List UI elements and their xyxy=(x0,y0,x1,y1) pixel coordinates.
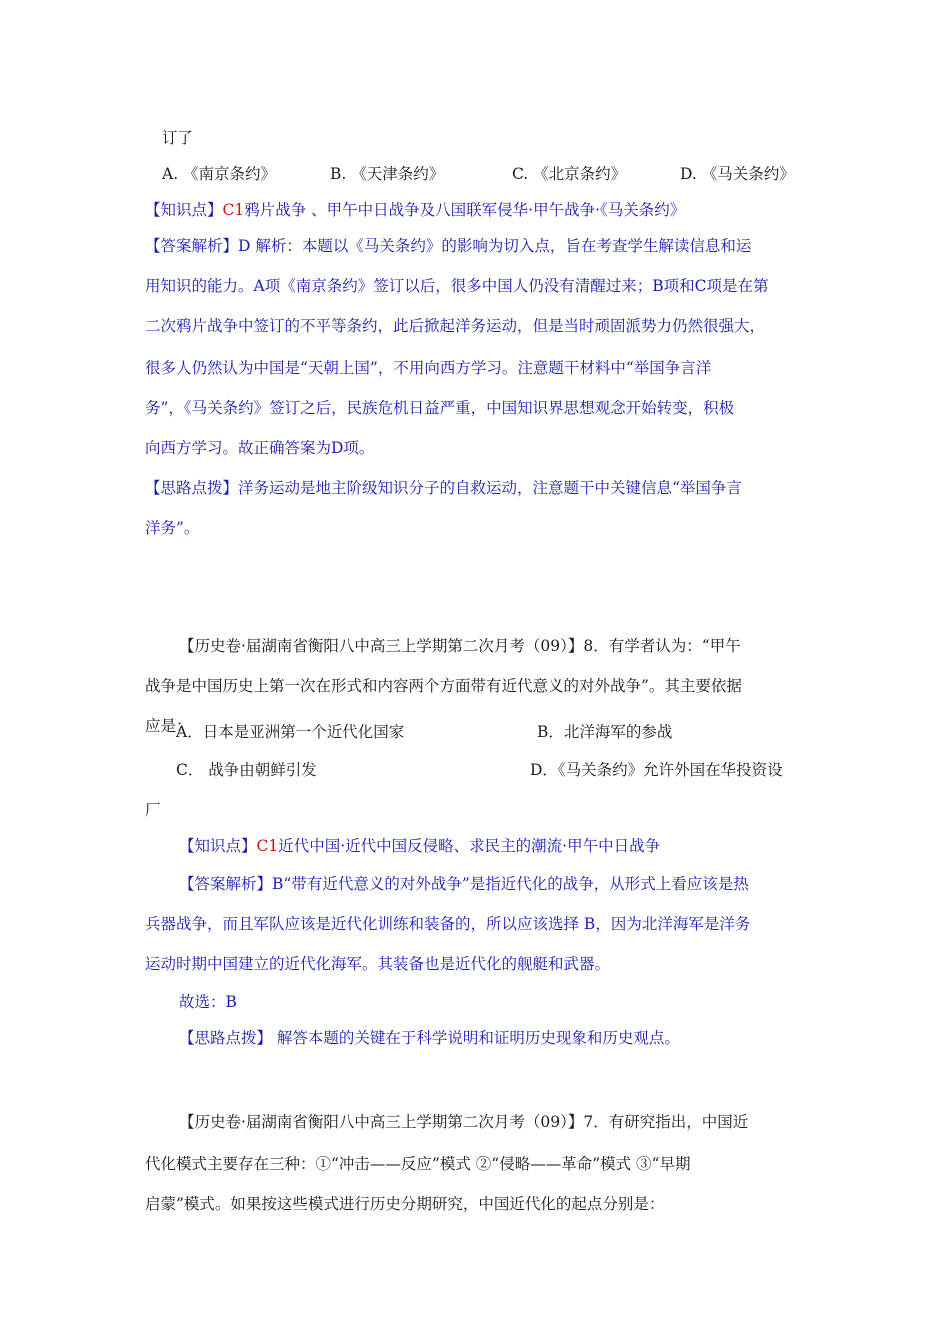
q1-answer-line: 务”，《马关条约》签订之后，民族危机日益严重，中国知识界思想观念开始转变，积极 xyxy=(145,399,735,417)
q2-option-b: B．北洋海军的参战 xyxy=(537,723,673,741)
q2-answer-line: 【答案解析】B“带有近代意义的对外战争”是指近代化的战争，从形式上看应该是热 xyxy=(179,875,749,893)
q2-question-line: 战争是中国历史上第一次在形式和内容两个方面带有近代意义的对外战争”。其主要依据 xyxy=(145,677,742,695)
q2-option-c: C． 战争由朝鲜引发 xyxy=(176,761,317,779)
q3-question-line: 启蒙”模式。如果按这些模式进行历史分期研究，中国近代化的起点分别是： xyxy=(145,1195,665,1213)
q1-answer-line: 二次鸦片战争中签订的不平等条约，此后掀起洋务运动，但是当时顽固派势力仍然很强大， xyxy=(145,317,766,335)
q2-answer-line: 运动时期中国建立的近代化海军。其装备也是近代化的舰艇和武器。 xyxy=(145,955,611,973)
q1-answer-line: 很多人仍然认为中国是“天朝上国”，不用向西方学习。注意题干材料中“举国争言洋 xyxy=(145,359,712,377)
q1-option-b: B. 《天津条约》 xyxy=(330,165,445,183)
q2-question-line: 【历史卷·届湖南省衡阳八中高三上学期第二次月考（09）】8．有学者认为：“甲午 xyxy=(179,637,741,655)
q1-answer-line: 用知识的能力。A项《南京条约》签订以后，很多中国人仍没有清醒过来；B项和C项是在第 xyxy=(145,277,769,295)
q3-question-line: 代化模式主要存在三种：①“冲击——反应”模式 ②“侵略——革命”模式 ③“早期 xyxy=(145,1155,691,1173)
q1-option-a: A. 《南京条约》 xyxy=(162,165,277,183)
q2-option-a: A．日本是亚洲第一个近代化国家 xyxy=(176,723,405,741)
q2-knowledge-point xyxy=(179,836,660,856)
q3-question-line: 【历史卷·届湖南省衡阳八中高三上学期第二次月考（09）】7．有研究指出，中国近 xyxy=(179,1113,749,1131)
q1-tips-line: 【思路点拨】洋务运动是地主阶级知识分子的自救运动，注意题干中关键信息“举国争言 xyxy=(145,479,742,497)
q1-option-d: D. 《马关条约》 xyxy=(680,165,795,183)
q2-option-wrap: 厂 xyxy=(145,801,161,819)
knowledge-tag: 【知识点】 xyxy=(145,201,223,219)
q2-answer-line: 兵器战争，而且军队应该是近代化训练和装备的，所以应该选择 B，因为北洋海军是洋务 xyxy=(145,915,751,933)
q1-answer-line: 【答案解析】D 解析：本题以《马关条约》的影响为切入点，旨在考查学生解读信息和运 xyxy=(145,237,752,255)
knowledge-text: 近代中国·近代中国反侵略、求民主的潮流·甲午中日战争 xyxy=(278,837,661,855)
q1-continuation: 订了 xyxy=(162,129,194,147)
knowledge-tag: 【知识点】 xyxy=(179,837,257,855)
q2-question-line: 应是： xyxy=(145,717,192,735)
knowledge-text: 鸦片战争 、甲午中日战争及八国联军侵华·甲午战争·《马关条约》 xyxy=(244,201,686,219)
knowledge-code: C1 xyxy=(222,201,245,219)
q1-option-c: C. 《北京条约》 xyxy=(512,165,627,183)
q2-tips: 【思路点拨】 解答本题的关键在于科学说明和证明历史现象和历史观点。 xyxy=(179,1029,680,1047)
q1-knowledge-point xyxy=(145,200,685,220)
q2-option-d: D．《马关条约》允许外国在华投资设 xyxy=(530,761,783,779)
q1-answer-line: 向西方学习。故正确答案为D项。 xyxy=(145,439,375,457)
q1-tips-line: 洋务”。 xyxy=(145,519,200,537)
q2-choice: 故选：B xyxy=(179,993,237,1011)
knowledge-code: C1 xyxy=(256,837,279,855)
